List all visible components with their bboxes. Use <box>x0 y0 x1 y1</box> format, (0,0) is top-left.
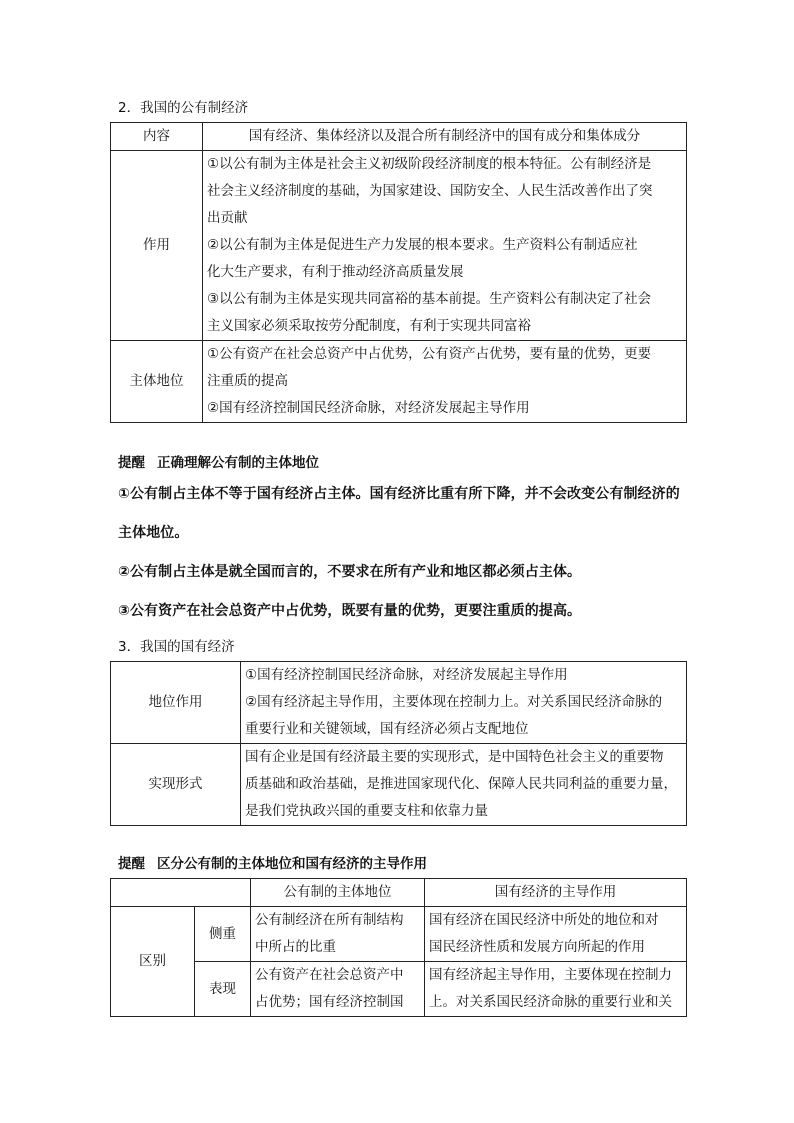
tip-label: 提醒 <box>118 856 145 872</box>
row-value-role <box>203 151 687 341</box>
row-label-content: 内容 <box>111 123 203 151</box>
tip-paragraph: ③公有资产在社会总资产中占优势，既要有量的优势，更要注重质的提高。 <box>118 603 582 619</box>
text-line: 是我们党执政兴国的重要支柱和依靠力量 <box>245 803 488 819</box>
tip-title: 正确理解公有制的主体地位 <box>157 455 319 471</box>
text-line: ①国有经济控制国民经济命脉，对经济发展起主导作用 <box>245 667 568 683</box>
cell-focus-public <box>251 907 425 962</box>
header-empty-cell <box>111 879 251 907</box>
row-value-form <box>241 744 687 826</box>
text-line: 主义国家必须采取按劳分配制度，有利于实现共同富裕 <box>207 318 531 334</box>
group-label-difference: 区别 <box>111 907 195 1017</box>
row-value-content: 国有经济、集体经济以及混合所有制经济中的国有成分和集体成分 <box>203 123 687 151</box>
table-row-role <box>111 151 687 341</box>
cell-manifestation-public <box>251 962 425 1017</box>
row-label-focus: 侧重 <box>195 907 251 962</box>
state-economy-table <box>110 661 687 826</box>
tip-label: 提醒 <box>118 455 145 471</box>
text-line: 国有经济在国民经济中所处的地位和对 <box>429 912 659 928</box>
text-line: 化大生产要求，有利于推动经济高质量发展 <box>207 264 464 280</box>
text-line: 重要行业和关键领域，国有经济必须占支配地位 <box>245 721 529 737</box>
text-line: 社会主义经济制度的基础，为国家建设、国防安全、人民生活改善作出了突 <box>207 183 653 199</box>
cell-manifestation-state <box>425 962 687 1017</box>
column-header-public-ownership: 公有制的主体地位 <box>251 879 425 907</box>
text-line: 占优势；国有经济控制国 <box>255 994 404 1010</box>
text-line: 国有经济起主导作用，主要体现在控制力 <box>429 967 672 983</box>
table-row-focus <box>111 907 687 962</box>
row-label-form: 实现形式 <box>111 744 241 826</box>
row-label-role: 作用 <box>111 151 203 341</box>
text-line: 公有制经济在所有制结构 <box>255 912 404 928</box>
text-line: ①公有资产在社会总资产中占优势，公有资产占优势，要有量的优势，更要 <box>207 346 652 362</box>
row-label-manifestation: 表现 <box>195 962 251 1017</box>
row-label-position: 地位作用 <box>111 662 241 744</box>
text-line: 中所占的比重 <box>255 939 336 955</box>
text-line: 国有企业是国有经济最主要的实现形式，是中国特色社会主义的重要物 <box>245 749 664 765</box>
table-row-manifestation <box>111 962 687 1017</box>
table-header-row <box>111 879 687 907</box>
column-header-state-economy: 国有经济的主导作用 <box>425 879 687 907</box>
section-3-heading: 3．我国的国有经济 <box>118 639 235 655</box>
tip-2 <box>118 852 427 872</box>
tip-paragraph: ②公有制占主体是就全国而言的，不要求在所有产业和地区都必须占主体。 <box>118 564 582 580</box>
text-line: ②以公有制为主体是促进生产力发展的根本要求。生产资料公有制适应社 <box>207 237 638 253</box>
text-line: 上。对关系国民经济命脉的重要行业和关 <box>429 994 672 1010</box>
text-line: ②国有经济控制国民经济命脉，对经济发展起主导作用 <box>207 400 530 416</box>
comparison-table <box>110 878 687 1017</box>
text-line: 出贡献 <box>207 210 248 226</box>
cell-focus-state <box>425 907 687 962</box>
text-line: 注重质的提高 <box>207 373 288 389</box>
row-value-status <box>203 341 687 423</box>
text-line: 公有资产在社会总资产中 <box>255 967 404 983</box>
tip-paragraph: ①公有制占主体不等于国有经济占主体。国有经济比重有所下降，并不会改变公有制经济的 <box>118 486 680 502</box>
text-line: ②国有经济起主导作用，主要体现在控制力上。对关系国民经济命脉的 <box>245 694 663 710</box>
table-row-content <box>111 123 687 151</box>
table-row-form <box>111 744 687 826</box>
row-label-status: 主体地位 <box>111 341 203 423</box>
tip-paragraph: 主体地位。 <box>118 525 189 541</box>
section-2-heading: 2．我国的公有制经济 <box>118 100 249 116</box>
public-ownership-table <box>110 122 687 423</box>
text-line: ③以公有制为主体是实现共同富裕的基本前提。生产资料公有制决定了社会 <box>207 291 652 307</box>
text-line: ①以公有制为主体是社会主义初级阶段经济制度的根本特征。公有制经济是 <box>207 156 652 172</box>
table-row-position <box>111 662 687 744</box>
row-value-position <box>241 662 687 744</box>
text-line: 国民经济性质和发展方向所起的作用 <box>429 939 645 955</box>
tip-title: 区分公有制的主体地位和国有经济的主导作用 <box>157 856 427 872</box>
text-line: 质基础和政治基础，是推进国家现代化、保障人民共同利益的重要力量， <box>245 776 677 792</box>
table-row-status <box>111 341 687 423</box>
tip-1 <box>118 451 319 471</box>
